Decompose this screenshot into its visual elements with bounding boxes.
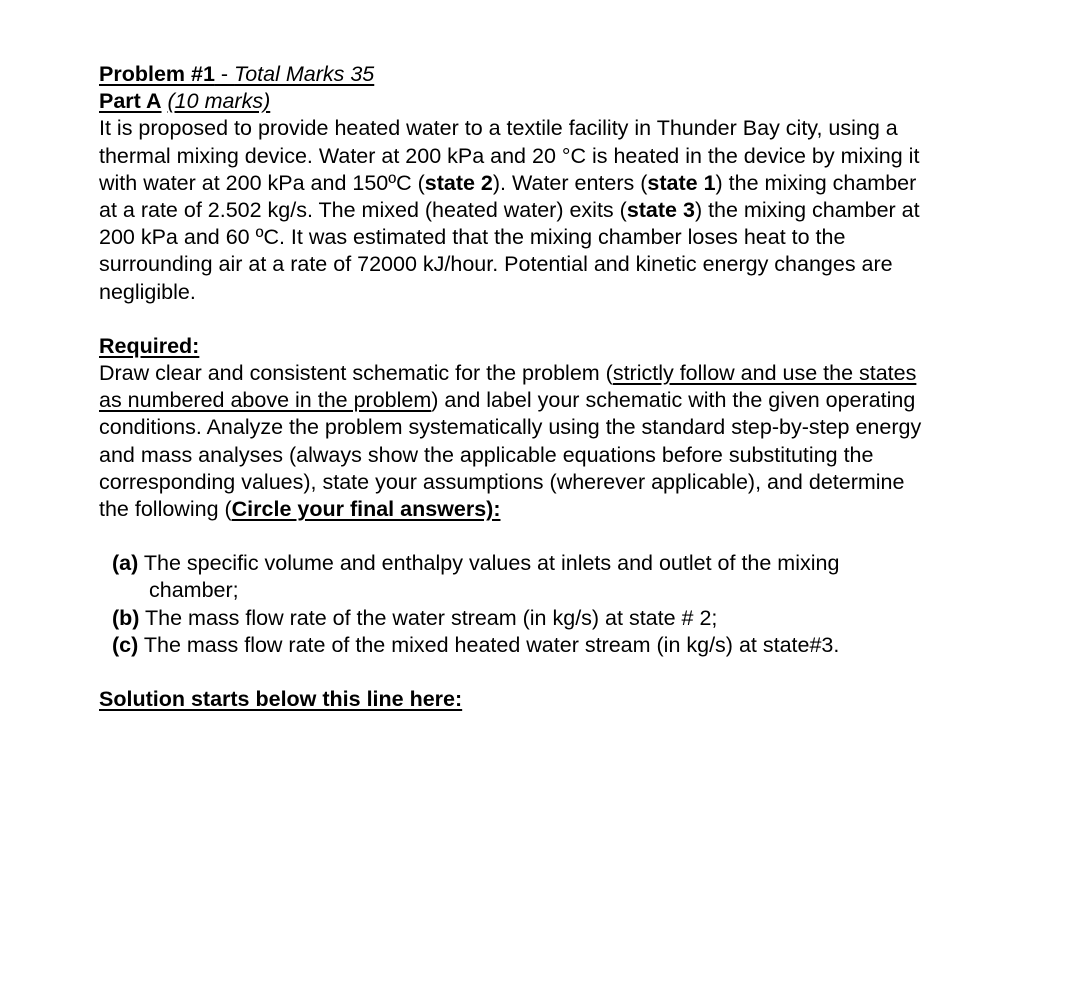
- statement-line: at a rate of 2.502 kg/s. The mixed (heated water) exits (state 3) the mixing chamber at: [99, 198, 920, 223]
- required-line: the following (Circle your final answers):: [99, 497, 501, 522]
- statement-line: It is proposed to provide heated water to a textile facility in Thunder Bay city, using a: [99, 116, 898, 141]
- statement-line: with water at 200 kPa and 150ºC (state 2). Water enters (state 1) the mixing chamber: [99, 170, 917, 195]
- state-2-label: state 2: [424, 170, 493, 195]
- problem-document: [99, 61, 1024, 713]
- problem-total-marks: Total Marks 35: [234, 62, 375, 86]
- solution-section: [99, 686, 1024, 713]
- statement-line: surrounding air at a rate of 72000 kJ/hour. Potential and kinetic energy changes are: [99, 252, 893, 277]
- problem-label: Problem #1: [99, 62, 215, 86]
- required-line: conditions. Analyze the problem systematically using the standard step-by-step energy: [99, 415, 922, 440]
- problem-separator: -: [214, 62, 235, 86]
- required-line: Draw clear and consistent schematic for the problem (strictly follow and use the states: [99, 361, 917, 386]
- part-label: Part A: [99, 89, 162, 114]
- problem-statement: [99, 115, 1024, 305]
- required-line: corresponding values), state your assumptions (wherever applicable), and determine: [99, 469, 905, 494]
- state-1-label: state 1: [647, 170, 716, 195]
- statement-line: thermal mixing device. Water at 200 kPa and 20 °C is heated in the device by mixing it: [99, 143, 920, 168]
- solution-label: Solution starts below this line here:: [99, 687, 463, 712]
- circle-answers-instruction: Circle your final answers):: [231, 497, 501, 522]
- statement-line: negligible.: [99, 279, 196, 304]
- problem-header: [99, 61, 1024, 88]
- question-label: (a): [112, 551, 139, 576]
- required-line: and mass analyses (always show the applicable equations before substituting the: [99, 442, 874, 467]
- required-section: [99, 333, 1024, 523]
- part-marks: (10 marks): [167, 89, 271, 114]
- spacer: [99, 306, 1024, 333]
- required-heading: Required:: [99, 333, 200, 358]
- states-instruction-part1: strictly follow and use the states: [612, 361, 917, 386]
- question-item-b: (b) The mass flow rate of the water stream (in kg/s) at state # 2;: [112, 605, 718, 630]
- state-3-label: state 3: [626, 198, 695, 223]
- question-label: (c): [112, 632, 139, 657]
- question-item-a: (a) The specific volume and enthalpy values at inlets and outlet of the mixing chamber;: [112, 551, 840, 603]
- states-instruction-part2: as numbered above in the problem: [99, 388, 432, 413]
- statement-line: 200 kPa and 60 ºC. It was estimated that the mixing chamber loses heat to the: [99, 225, 846, 250]
- question-item-c: (c) The mass flow rate of the mixed heated water stream (in kg/s) at state#3.: [112, 632, 840, 657]
- question-list: [99, 550, 1024, 659]
- part-header: [99, 88, 1024, 115]
- question-label: (b): [112, 605, 140, 630]
- required-line: as numbered above in the problem) and label your schematic with the given operating: [99, 388, 916, 413]
